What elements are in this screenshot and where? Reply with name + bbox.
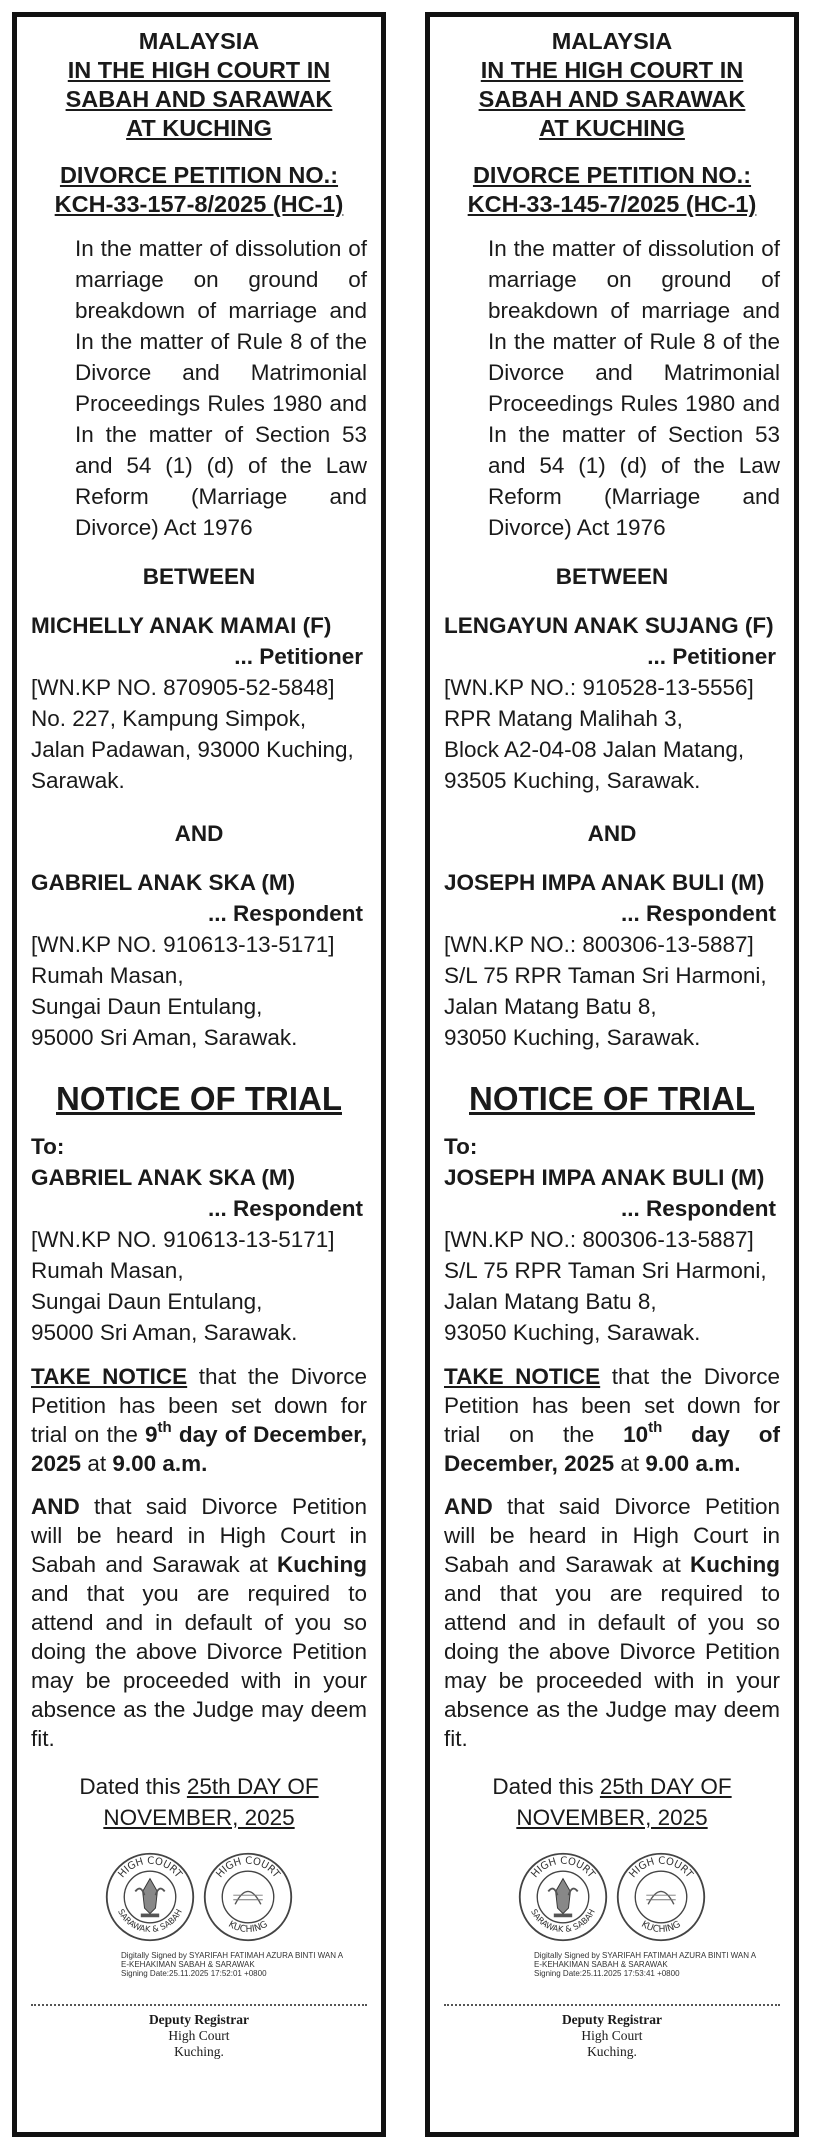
registrar-city: Kuching. (174, 2044, 224, 2059)
trial-day: 9th day of December, 2025 (31, 1419, 367, 1476)
to-respondent-address (31, 1224, 367, 1348)
respondent-address (444, 929, 780, 1053)
address-line: 93505 Kuching, Sarawak. (444, 768, 701, 793)
address-line: S/L 75 RPR Taman Sri Harmoni, (444, 963, 767, 988)
notice-title: NOTICE OF TRIAL (56, 1080, 342, 1117)
take-notice-label: TAKE NOTICE (31, 1364, 188, 1389)
dated-prefix: Dated this (79, 1774, 187, 1799)
to-label: To: (31, 1134, 65, 1159)
signature-line: E-KEHAKIMAN SABAH & SARAWAK (534, 1960, 668, 1969)
respondent-id: [WN.KP NO. 910613-13-5171] (31, 932, 335, 957)
court-seals (444, 1851, 780, 1943)
and-bold: AND (444, 1494, 493, 1519)
dated-prefix: Dated this (492, 1774, 600, 1799)
hearing-text-2: and that you are required to attend and in default of you so doing the above Divorce Petition may be proceeded with in your absence as the Judge may deem fit. (31, 1581, 367, 1751)
trial-time: 9.00 a.m. (645, 1451, 741, 1476)
court-line-2: SABAH AND SARAWAK (65, 86, 333, 112)
to-respondent-role: ... Respondent (620, 1196, 776, 1221)
hearing-city: Kuching (277, 1552, 367, 1577)
petition-no-label: DIVORCE PETITION NO.: (59, 162, 339, 188)
court-seal-sarawak-sabah-icon (104, 1851, 196, 1943)
hearing-paragraph (31, 1492, 367, 1753)
dated-line (31, 1771, 367, 1833)
registrar-city: Kuching. (587, 2044, 637, 2059)
svg-text:HIGH COURT: HIGH COURT (529, 1855, 597, 1881)
address-line: 95000 Sri Aman, Sarawak. (31, 1025, 298, 1050)
hearing-text-2: and that you are required to attend and in default of you so doing the above Divorce Petition may be proceeded with in your absence as the Judge may deem fit. (444, 1581, 780, 1751)
dated-day: 25th DAY OF (599, 1774, 732, 1799)
digital-signature (444, 1951, 780, 1978)
petitioner-name: LENGAYUN ANAK SUJANG (F) (444, 613, 774, 638)
court-line-3: AT KUCHING (126, 115, 272, 141)
hearing-paragraph (444, 1492, 780, 1753)
court-line-1: IN THE HIGH COURT IN (67, 57, 331, 83)
take-notice-text: that the Divorce Petition has been set down for trial on the (444, 1364, 780, 1447)
and-label: AND (174, 821, 224, 846)
dated-month: NOVEMBER, 2025 (516, 1805, 708, 1830)
address-line: Sungai Daun Entulang, (31, 1289, 263, 1314)
petitioner-address (444, 672, 780, 796)
country-heading: MALAYSIA (138, 28, 260, 54)
hearing-text-1: that said Divorce Petition will be heard in High Court in Sabah and Sarawak at (444, 1494, 780, 1577)
address-line: 93050 Kuching, Sarawak. (444, 1025, 701, 1050)
signature-dotted-line (31, 2004, 367, 2006)
matter-text: In the matter of dissolution of marriage on ground of breakdown of marriage and In the matter of Rule 8 of the Divorce and Matrimonial Proceedings Rules 1980 and In the matter of Section 53 and 54 (1) (d) of the Law Reform (Marriage and Divorce) Act 1976 (75, 236, 367, 540)
court-line-1: IN THE HIGH COURT IN (480, 57, 744, 83)
svg-text:HIGH COURT: HIGH COURT (627, 1855, 695, 1881)
signature-line: Digitally Signed by SYARIFAH FATIMAH AZURA BINTI WAN A (121, 1951, 344, 1960)
petition-no: KCH-33-145-7/2025 (HC-1) (467, 191, 757, 217)
registrar-block (31, 2012, 367, 2060)
court-seal-sarawak-sabah-icon (517, 1851, 609, 1943)
svg-text:KUCHING: KUCHING (639, 1918, 683, 1936)
svg-text:KUCHING: KUCHING (226, 1918, 270, 1936)
dated-month: NOVEMBER, 2025 (103, 1805, 295, 1830)
notice-column-right (425, 12, 799, 2137)
respondent-address (31, 929, 367, 1053)
address-line: 93050 Kuching, Sarawak. (444, 1320, 701, 1345)
signature-dotted-line (444, 2004, 780, 2006)
address-line: Jalan Matang Batu 8, (444, 994, 657, 1019)
respondent-name: GABRIEL ANAK SKA (M) (31, 870, 296, 895)
at-text: at (81, 1451, 113, 1476)
svg-text:HIGH COURT: HIGH COURT (214, 1855, 282, 1881)
address-line: No. 227, Kampung Simpok, (31, 706, 307, 731)
address-line: S/L 75 RPR Taman Sri Harmoni, (444, 1258, 767, 1283)
and-label: AND (587, 821, 637, 846)
to-respondent-name: GABRIEL ANAK SKA (M) (31, 1165, 296, 1190)
registrar-title: Deputy Registrar (148, 2012, 250, 2027)
address-line: Sungai Daun Entulang, (31, 994, 263, 1019)
address-line: Jalan Padawan, 93000 Kuching, (31, 737, 354, 762)
petitioner-role: ... Petitioner (647, 644, 776, 669)
hearing-text-1: that said Divorce Petition will be heard in High Court in Sabah and Sarawak at (31, 1494, 367, 1577)
take-notice-paragraph (31, 1362, 367, 1478)
matter-text: In the matter of dissolution of marriage on ground of breakdown of marriage and In the matter of Rule 8 of the Divorce and Matrimonial Proceedings Rules 1980 and In the matter of Section 53 and 54 (1) (d) of the Law Reform (Marriage and Divorce) Act 1976 (488, 236, 780, 540)
address-line: Rumah Masan, (31, 1258, 184, 1283)
svg-text:SARAWAK & SABAH: SARAWAK & SABAH (529, 1907, 597, 1935)
between-label: BETWEEN (142, 564, 256, 589)
court-seal-kuching-icon (615, 1851, 707, 1943)
notice-title: NOTICE OF TRIAL (469, 1080, 755, 1117)
petitioner-address (31, 672, 367, 796)
petition-no: KCH-33-157-8/2025 (HC-1) (54, 191, 344, 217)
to-respondent-id: [WN.KP NO.: 800306-13-5887] (444, 1227, 754, 1252)
court-line-3: AT KUCHING (539, 115, 685, 141)
address-line: Sarawak. (31, 768, 125, 793)
to-respondent-id: [WN.KP NO. 910613-13-5171] (31, 1227, 335, 1252)
address-line: Rumah Masan, (31, 963, 184, 988)
respondent-role: ... Respondent (207, 901, 363, 926)
signature-line: Signing Date:25.11.2025 17:53:41 +0800 (534, 1969, 680, 1978)
address-line: 95000 Sri Aman, Sarawak. (31, 1320, 298, 1345)
court-line-2: SABAH AND SARAWAK (478, 86, 746, 112)
trial-day: 10th day of December, 2025 (444, 1419, 780, 1476)
signature-line: Signing Date:25.11.2025 17:52:01 +0800 (121, 1969, 267, 1978)
trial-time: 9.00 a.m. (112, 1451, 208, 1476)
to-respondent-address (444, 1224, 780, 1348)
address-line: Jalan Matang Batu 8, (444, 1289, 657, 1314)
court-seals (31, 1851, 367, 1943)
between-label: BETWEEN (555, 564, 669, 589)
registrar-block (444, 2012, 780, 2060)
notice-column-left (12, 12, 386, 2137)
respondent-id: [WN.KP NO.: 800306-13-5887] (444, 932, 754, 957)
registrar-court: High Court (168, 2028, 230, 2043)
address-line: RPR Matang Malihah 3, (444, 706, 683, 731)
court-seal-kuching-icon (202, 1851, 294, 1943)
petitioner-id: [WN.KP NO.: 910528-13-5556] (444, 675, 754, 700)
at-text: at (614, 1451, 646, 1476)
dated-day: 25th DAY OF (186, 1774, 319, 1799)
take-notice-text: that the Divorce Petition has been set down for trial on the (31, 1364, 367, 1447)
dated-line (444, 1771, 780, 1833)
country-heading: MALAYSIA (551, 28, 673, 54)
take-notice-label: TAKE NOTICE (444, 1364, 601, 1389)
hearing-city: Kuching (690, 1552, 780, 1577)
signature-line: E-KEHAKIMAN SABAH & SARAWAK (121, 1960, 255, 1969)
svg-text:HIGH COURT: HIGH COURT (116, 1855, 184, 1881)
svg-text:SARAWAK & SABAH: SARAWAK & SABAH (116, 1907, 184, 1935)
take-notice-paragraph (444, 1362, 780, 1478)
petitioner-name: MICHELLY ANAK MAMAI (F) (31, 613, 332, 638)
registrar-court: High Court (581, 2028, 643, 2043)
petition-no-label: DIVORCE PETITION NO.: (472, 162, 752, 188)
registrar-title: Deputy Registrar (561, 2012, 663, 2027)
petitioner-id: [WN.KP NO. 870905-52-5848] (31, 675, 335, 700)
digital-signature (31, 1951, 367, 1978)
respondent-role: ... Respondent (620, 901, 776, 926)
to-label: To: (444, 1134, 478, 1159)
signature-line: Digitally Signed by SYARIFAH FATIMAH AZURA BINTI WAN A (534, 1951, 757, 1960)
to-respondent-role: ... Respondent (207, 1196, 363, 1221)
petitioner-role: ... Petitioner (234, 644, 363, 669)
respondent-name: JOSEPH IMPA ANAK BULI (M) (444, 870, 765, 895)
to-respondent-name: JOSEPH IMPA ANAK BULI (M) (444, 1165, 765, 1190)
address-line: Block A2-04-08 Jalan Matang, (444, 737, 745, 762)
and-bold: AND (31, 1494, 80, 1519)
